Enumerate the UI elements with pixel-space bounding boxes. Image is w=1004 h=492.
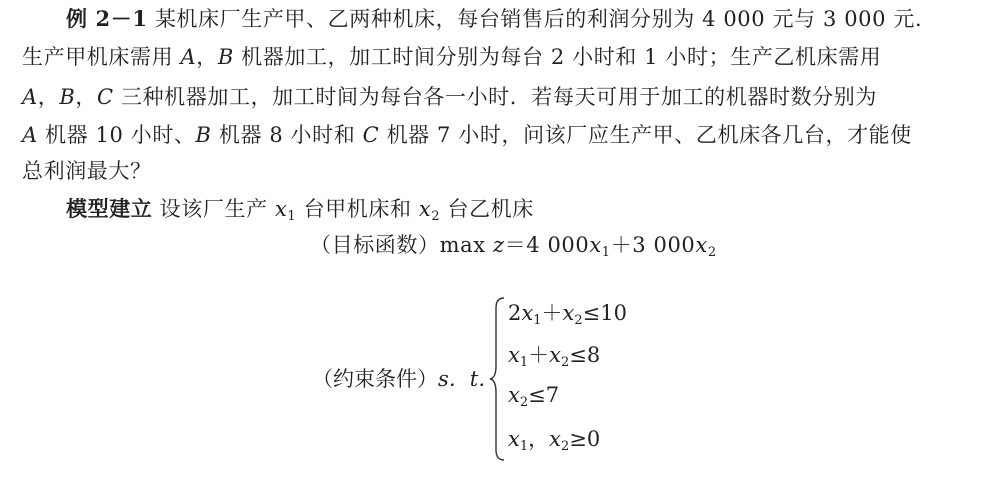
objective-line: （目标函数）max z＝4 $000x_1+3$ $000x_2$ [310, 233, 717, 260]
example-line-4: A 机器 10 小时、B 机器 8 小时和 C 机器 7 小时，问该厂应生产甲、乙机床各几台，才能使 [22, 123, 912, 147]
objective-label: （目标函数）max [310, 233, 493, 257]
left-brace [488, 294, 508, 464]
example-line-3: A，B，C 三种机器加工，加工时间为每台各一小时．若每天可用于加工的机器时数分别为 [22, 85, 877, 109]
example-line-1 [22, 4, 937, 34]
example-text-1: 某机床厂生产甲、乙两种机床，每台销售后的利润分别为 4 000 元与 3 000 元． [147, 7, 937, 31]
model-line: 模型建立 设该厂生产 $x_1$ 台甲机床和 $x_2$ 台乙机床 [66, 196, 534, 224]
constraints-label: （约束条件）s．t． [312, 367, 500, 391]
constraint-4: $x_1$，$x_2\ge 0$ [508, 427, 601, 454]
example-label: 例 2－1 [66, 6, 148, 31]
constraint-1: $2x_1+x_2\le 10$ [508, 301, 627, 328]
example-line-5: 总利润最大？ [22, 159, 152, 183]
model-label: 模型建立 [66, 196, 153, 221]
example-line-2: 生产甲机床需用 A，B 机器加工，加工时间分别为每台 2 小时和 1 小时；生产乙机床需用 [22, 45, 882, 69]
constraint-3: $x_2\le 7$ [508, 383, 560, 410]
constraint-2: $x_1+x_2\le 8$ [508, 343, 601, 370]
